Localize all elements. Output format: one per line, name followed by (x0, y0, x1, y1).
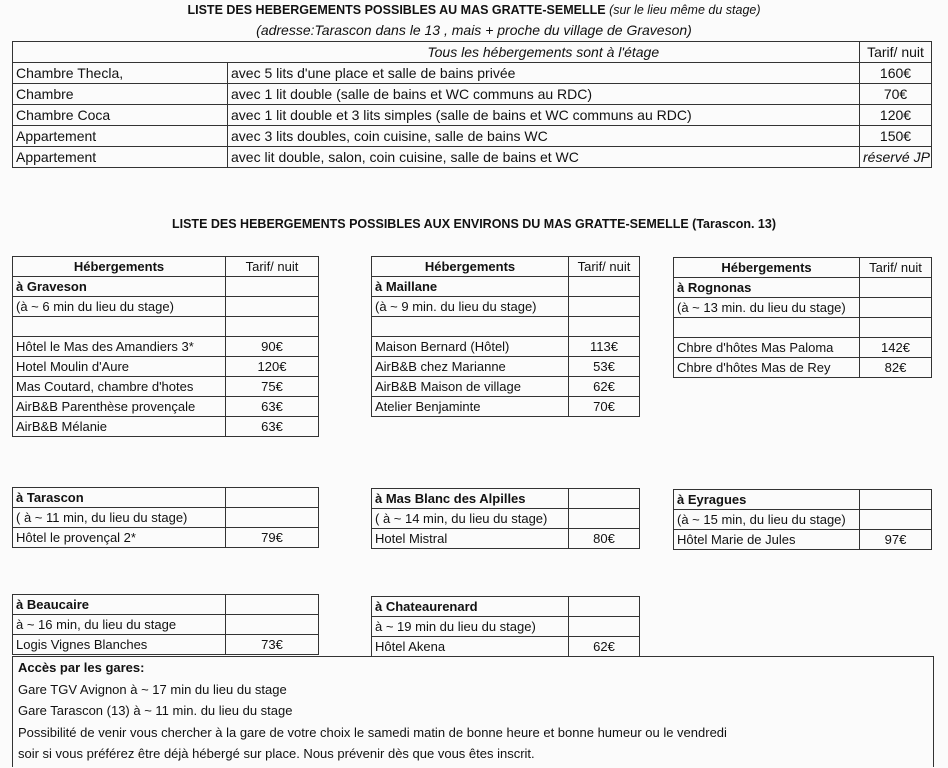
lodging-price: 62€ (569, 637, 640, 657)
access-box (12, 656, 934, 767)
lodging-price: 113€ (569, 337, 640, 357)
col-header-price: Tarif/ nuit (226, 257, 319, 277)
graveson-table (12, 256, 319, 437)
town-name: à Beaucaire (13, 595, 226, 615)
main-title-note: (sur le lieu même du stage) (609, 3, 761, 17)
room-desc: avec 3 lits doubles, coin cuisine, salle de bains WC (228, 126, 860, 147)
lodging-price: 120€ (226, 357, 319, 377)
town-distance: ( à ~ 11 min, du lieu du stage) (13, 508, 226, 528)
lodging-name: Hôtel Akena (372, 637, 569, 657)
maillane-table (371, 256, 640, 417)
table-header-row (13, 42, 932, 63)
on-site-table (12, 41, 932, 168)
lodging-name: Atelier Benjaminte (372, 397, 569, 417)
col-header-price: Tarif/ nuit (569, 257, 640, 277)
beaucaire-table (12, 594, 319, 655)
lodging-price: 63€ (226, 417, 319, 437)
col-header-name: Hébergements (13, 257, 226, 277)
town-name: à Eyragues (674, 490, 860, 510)
access-line: Gare TGV Avignon à ~ 17 min du lieu du stage (18, 681, 287, 697)
room-price: 150€ (860, 126, 932, 147)
room-price: 120€ (860, 105, 932, 126)
lodging-price: 70€ (569, 397, 640, 417)
town-name: à Mas Blanc des Alpilles (372, 489, 569, 509)
room-name: Chambre Coca (13, 105, 228, 126)
table-row (13, 147, 932, 168)
lodging-name: AirB&B Parenthèse provençale (13, 397, 226, 417)
lodging-name: Chbre d'hôtes Mas Paloma (674, 338, 860, 358)
lodging-name: Hôtel Marie de Jules (674, 530, 860, 550)
eyragues-table (673, 489, 932, 550)
col-header-name: Hébergements (674, 258, 860, 278)
lodging-price: 90€ (226, 337, 319, 357)
lodging-name: Mas Coutard, chambre d'hotes (13, 377, 226, 397)
lodging-price: 73€ (226, 635, 319, 655)
tarascon-table (12, 487, 319, 548)
town-name: à Tarascon (13, 488, 226, 508)
lodging-name: Hotel Moulin d'Aure (13, 357, 226, 377)
mas-blanc-table (371, 488, 640, 549)
lodging-price: 97€ (860, 530, 932, 550)
main-title (0, 3, 948, 17)
town-name: à Maillane (372, 277, 569, 297)
town-distance: à ~ 16 min, du lieu du stage (13, 615, 226, 635)
lodging-price: 142€ (860, 338, 932, 358)
room-desc: avec 5 lits d'une place et salle de bains privée (228, 63, 860, 84)
room-desc: avec 1 lit double et 3 lits simples (salle de bains et WC communs au RDC) (228, 105, 860, 126)
table-row (13, 126, 932, 147)
rognonas-table (673, 257, 932, 378)
lodging-price: 80€ (569, 529, 640, 549)
on-site-price-header: Tarif/ nuit (860, 42, 932, 63)
chateaurenard-table (371, 596, 640, 657)
room-desc: avec 1 lit double (salle de bains et WC communs au RDC) (228, 84, 860, 105)
lodging-name: Chbre d'hôtes Mas de Rey (674, 358, 860, 378)
lodging-name: AirB&B Mélanie (13, 417, 226, 437)
lodging-name: Maison Bernard (Hôtel) (372, 337, 569, 357)
lodging-name: Hôtel le provençal 2* (13, 528, 226, 548)
table-row (13, 84, 932, 105)
on-site-note: Tous les hébergements sont à l'étage (228, 42, 860, 63)
town-distance: à ~ 19 min du lieu du stage) (372, 617, 569, 637)
lodging-name: Hotel Mistral (372, 529, 569, 549)
lodging-price: 62€ (569, 377, 640, 397)
room-name: Appartement (13, 126, 228, 147)
room-name: Chambre Thecla, (13, 63, 228, 84)
access-title: Accès par les gares: (18, 660, 145, 675)
town-distance: (à ~ 13 min. du lieu du stage) (674, 298, 860, 318)
surroundings-title: LISTE DES HEBERGEMENTS POSSIBLES AUX ENVIRONS DU MAS GRATTE-SEMELLE (Tarascon. 13) (171, 217, 777, 231)
lodging-name: AirB&B chez Marianne (372, 357, 569, 377)
lodging-price: 53€ (569, 357, 640, 377)
town-distance: (à ~ 15 min, du lieu du stage) (674, 510, 860, 530)
lodging-price: 75€ (226, 377, 319, 397)
town-distance: (à ~ 9 min. du lieu du stage) (372, 297, 569, 317)
table-row (13, 63, 932, 84)
room-price: 70€ (860, 84, 932, 105)
access-line: Gare Tarascon (13) à ~ 11 min. du lieu du stage (18, 703, 293, 718)
town-distance: (à ~ 6 min du lieu du stage) (13, 297, 226, 317)
main-subtitle: (adresse:Tarascon dans le 13 , mais + proche du village de Graveson) (256, 22, 692, 38)
lodging-name: Hôtel le Mas des Amandiers 3* (13, 337, 226, 357)
table-row (13, 105, 932, 126)
col-header-price: Tarif/ nuit (860, 258, 932, 278)
lodging-name: AirB&B Maison de village (372, 377, 569, 397)
lodging-price: 79€ (226, 528, 319, 548)
access-line: soir si vous préférez être déjà hébergé sur place. Nous prévenir dès que vous êtes inscrit. (18, 746, 535, 761)
lodging-name: Logis Vignes Blanches (13, 635, 226, 655)
col-header-name: Hébergements (372, 257, 569, 277)
town-distance: ( à ~ 14 min, du lieu du stage) (372, 509, 569, 529)
room-name: Chambre (13, 84, 228, 105)
access-line: Possibilité de venir vous chercher à la gare de votre choix le samedi matin de bonne heure et bonne humeur ou le vendredi (18, 724, 727, 740)
room-price: réservé JP (860, 147, 932, 168)
town-name: à Rognonas (674, 278, 860, 298)
lodging-price: 63€ (226, 397, 319, 417)
room-price: 160€ (860, 63, 932, 84)
lodging-price: 82€ (860, 358, 932, 378)
room-name: Appartement (13, 147, 228, 168)
town-name: à Chateaurenard (372, 597, 569, 617)
room-desc: avec lit double, salon, coin cuisine, salle de bains et WC (228, 147, 860, 168)
main-title-bold: LISTE DES HEBERGEMENTS POSSIBLES AU MAS GRATTE-SEMELLE (187, 3, 606, 17)
town-name: à Graveson (13, 277, 226, 297)
